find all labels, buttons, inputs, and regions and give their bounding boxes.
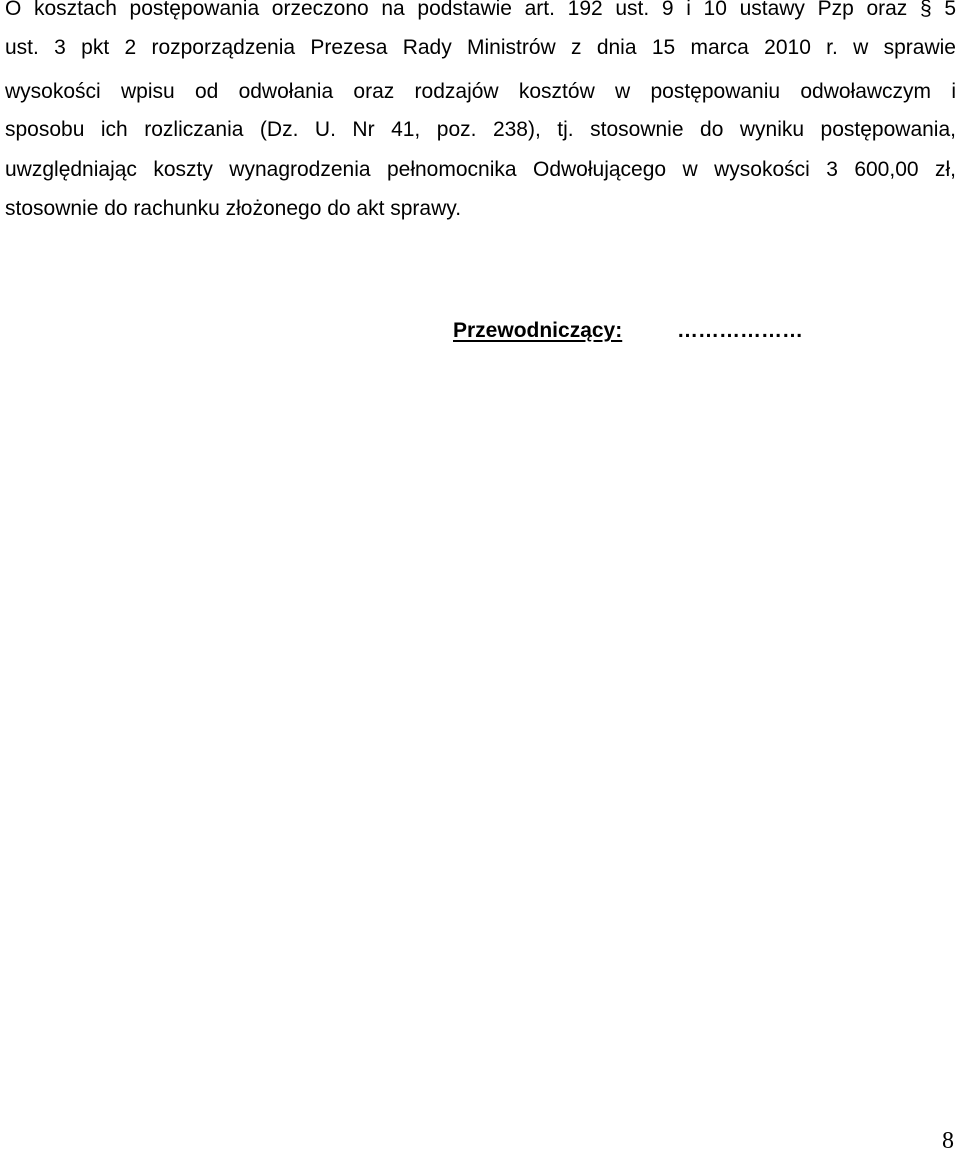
paragraph-line: ust. 3 pkt 2 rozporządzenia Prezesa Rady Ministrów z dnia 15 marca 2010 r. w sprawie — [5, 36, 956, 59]
paragraph-line: uwzględniając koszty wynagrodzenia pełnomocnika Odwołującego w wysokości 3 600,00 zł, — [5, 158, 956, 181]
paragraph-line: sposobu ich rozliczania (Dz. U. Nr 41, poz. 238), tj. stosownie do wyniku postępowania, — [5, 118, 956, 141]
paragraph-line: wysokości wpisu od odwołania oraz rodzajów kosztów w postępowaniu odwoławczym i — [5, 80, 956, 103]
chairperson-label: Przewodniczący: — [453, 319, 623, 342]
signature-block — [453, 318, 803, 344]
page-number: 8 — [942, 1128, 954, 1154]
paragraph-line: stosownie do rachunku złożonego do akt sprawy. — [5, 197, 462, 220]
signature-dots: ……………… — [677, 319, 803, 342]
paragraph-line: O kosztach postępowania orzeczono na podstawie art. 192 ust. 9 i 10 ustawy Pzp oraz § 5 — [5, 0, 956, 20]
